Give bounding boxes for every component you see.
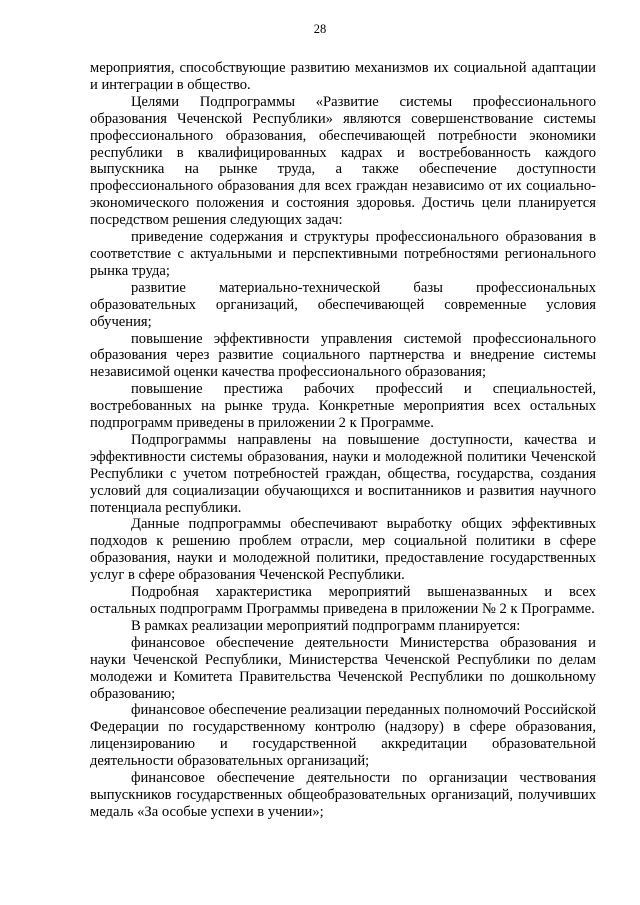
paragraph-planned-measures-intro: В рамках реализации мероприятий подпрограмм планируется:	[131, 617, 521, 634]
paragraph-common-approaches: Данные подпрограммы обеспечивают выработку общих эффективных подходов к решению проблем отрасли, мер социальной политики в сфере образования, науки и молодежной политики, предоставление государственных услуг в сфере образования Чеченской Республики.	[90, 516, 596, 584]
page-number: 28	[313, 22, 327, 36]
paragraph-subprograms-aim: Подпрограммы направлены на повышение доступности, качества и эффективности системы образования, науки и молодежной политики Чеченской Республики с учетом потребностей граждан, общества, государства, создания условий для социализации обучающихся и воспитанников и развития научного потенциала республики.	[90, 431, 596, 516]
paragraph-financing-graduates-honoring: финансовое обеспечение деятельности по организации чествования выпускников государственных общеобразовательных организаций, получивших медаль «За особые успехи в учении»;	[90, 770, 596, 820]
paragraph-financing-delegated-powers: финансовое обеспечение реализации переданных полномочий Российской Федерации по государственному контролю (надзору) в сфере образования, лицензированию и государственной аккредитации образовательной деятельности образовательных организаций;	[90, 702, 596, 770]
paragraph-financing-ministry: финансовое обеспечение деятельности Министерства образования и науки Чеченской Республики, Министерства Чеченской Республики по делам молодежи и Комитета Правительства Чеченской Республики по дошкольному образованию;	[90, 634, 596, 702]
paragraph-task-content-alignment: приведение содержания и структуры профессионального образования в соответствие с актуальными и перспективными потребностями регионального рынка труда;	[90, 229, 596, 279]
paragraph-task-management-efficiency: повышение эффективности управления системой профессионального образования через развитие социального партнерства и внедрение системы независимой оценки качества профессионального образования;	[90, 330, 596, 381]
paragraph-subprogram-goals: Целями Подпрограммы «Развитие системы профессионального образования Чеченской Республики» являются совершенствование системы профессионального образования, обеспечивающей потребности экономики республики в квалифицированных кадрах и востребованность каждого выпускника на рынке труда, а также обеспечение доступности профессионального образования для всех граждан независимо от их социально-экономического положения и состояния здоровья. Достичь цели планируется посредством решения следующих задач:	[90, 93, 596, 229]
paragraph-detailed-characteristics: Подробная характеристика мероприятий вышеназванных и всех остальных подпрограмм Программы приведена в приложении № 2 к Программе.	[90, 584, 596, 617]
paragraph-continuation: мероприятия, способствующие развитию механизмов их социальной адаптации и интеграции в общество.	[90, 60, 596, 93]
paragraph-task-prestige: повышение престижа рабочих профессий и специальностей, востребованных на рынке труда. Конкретные мероприятия всех остальных подпрограмм приведены в приложении 2 к Программе.	[90, 381, 596, 432]
document-body	[90, 60, 596, 821]
paragraph-task-material-base: развитие материально-технической базы профессиональных образовательных организаций, обеспечивающей современные условия обучения;	[90, 279, 596, 330]
